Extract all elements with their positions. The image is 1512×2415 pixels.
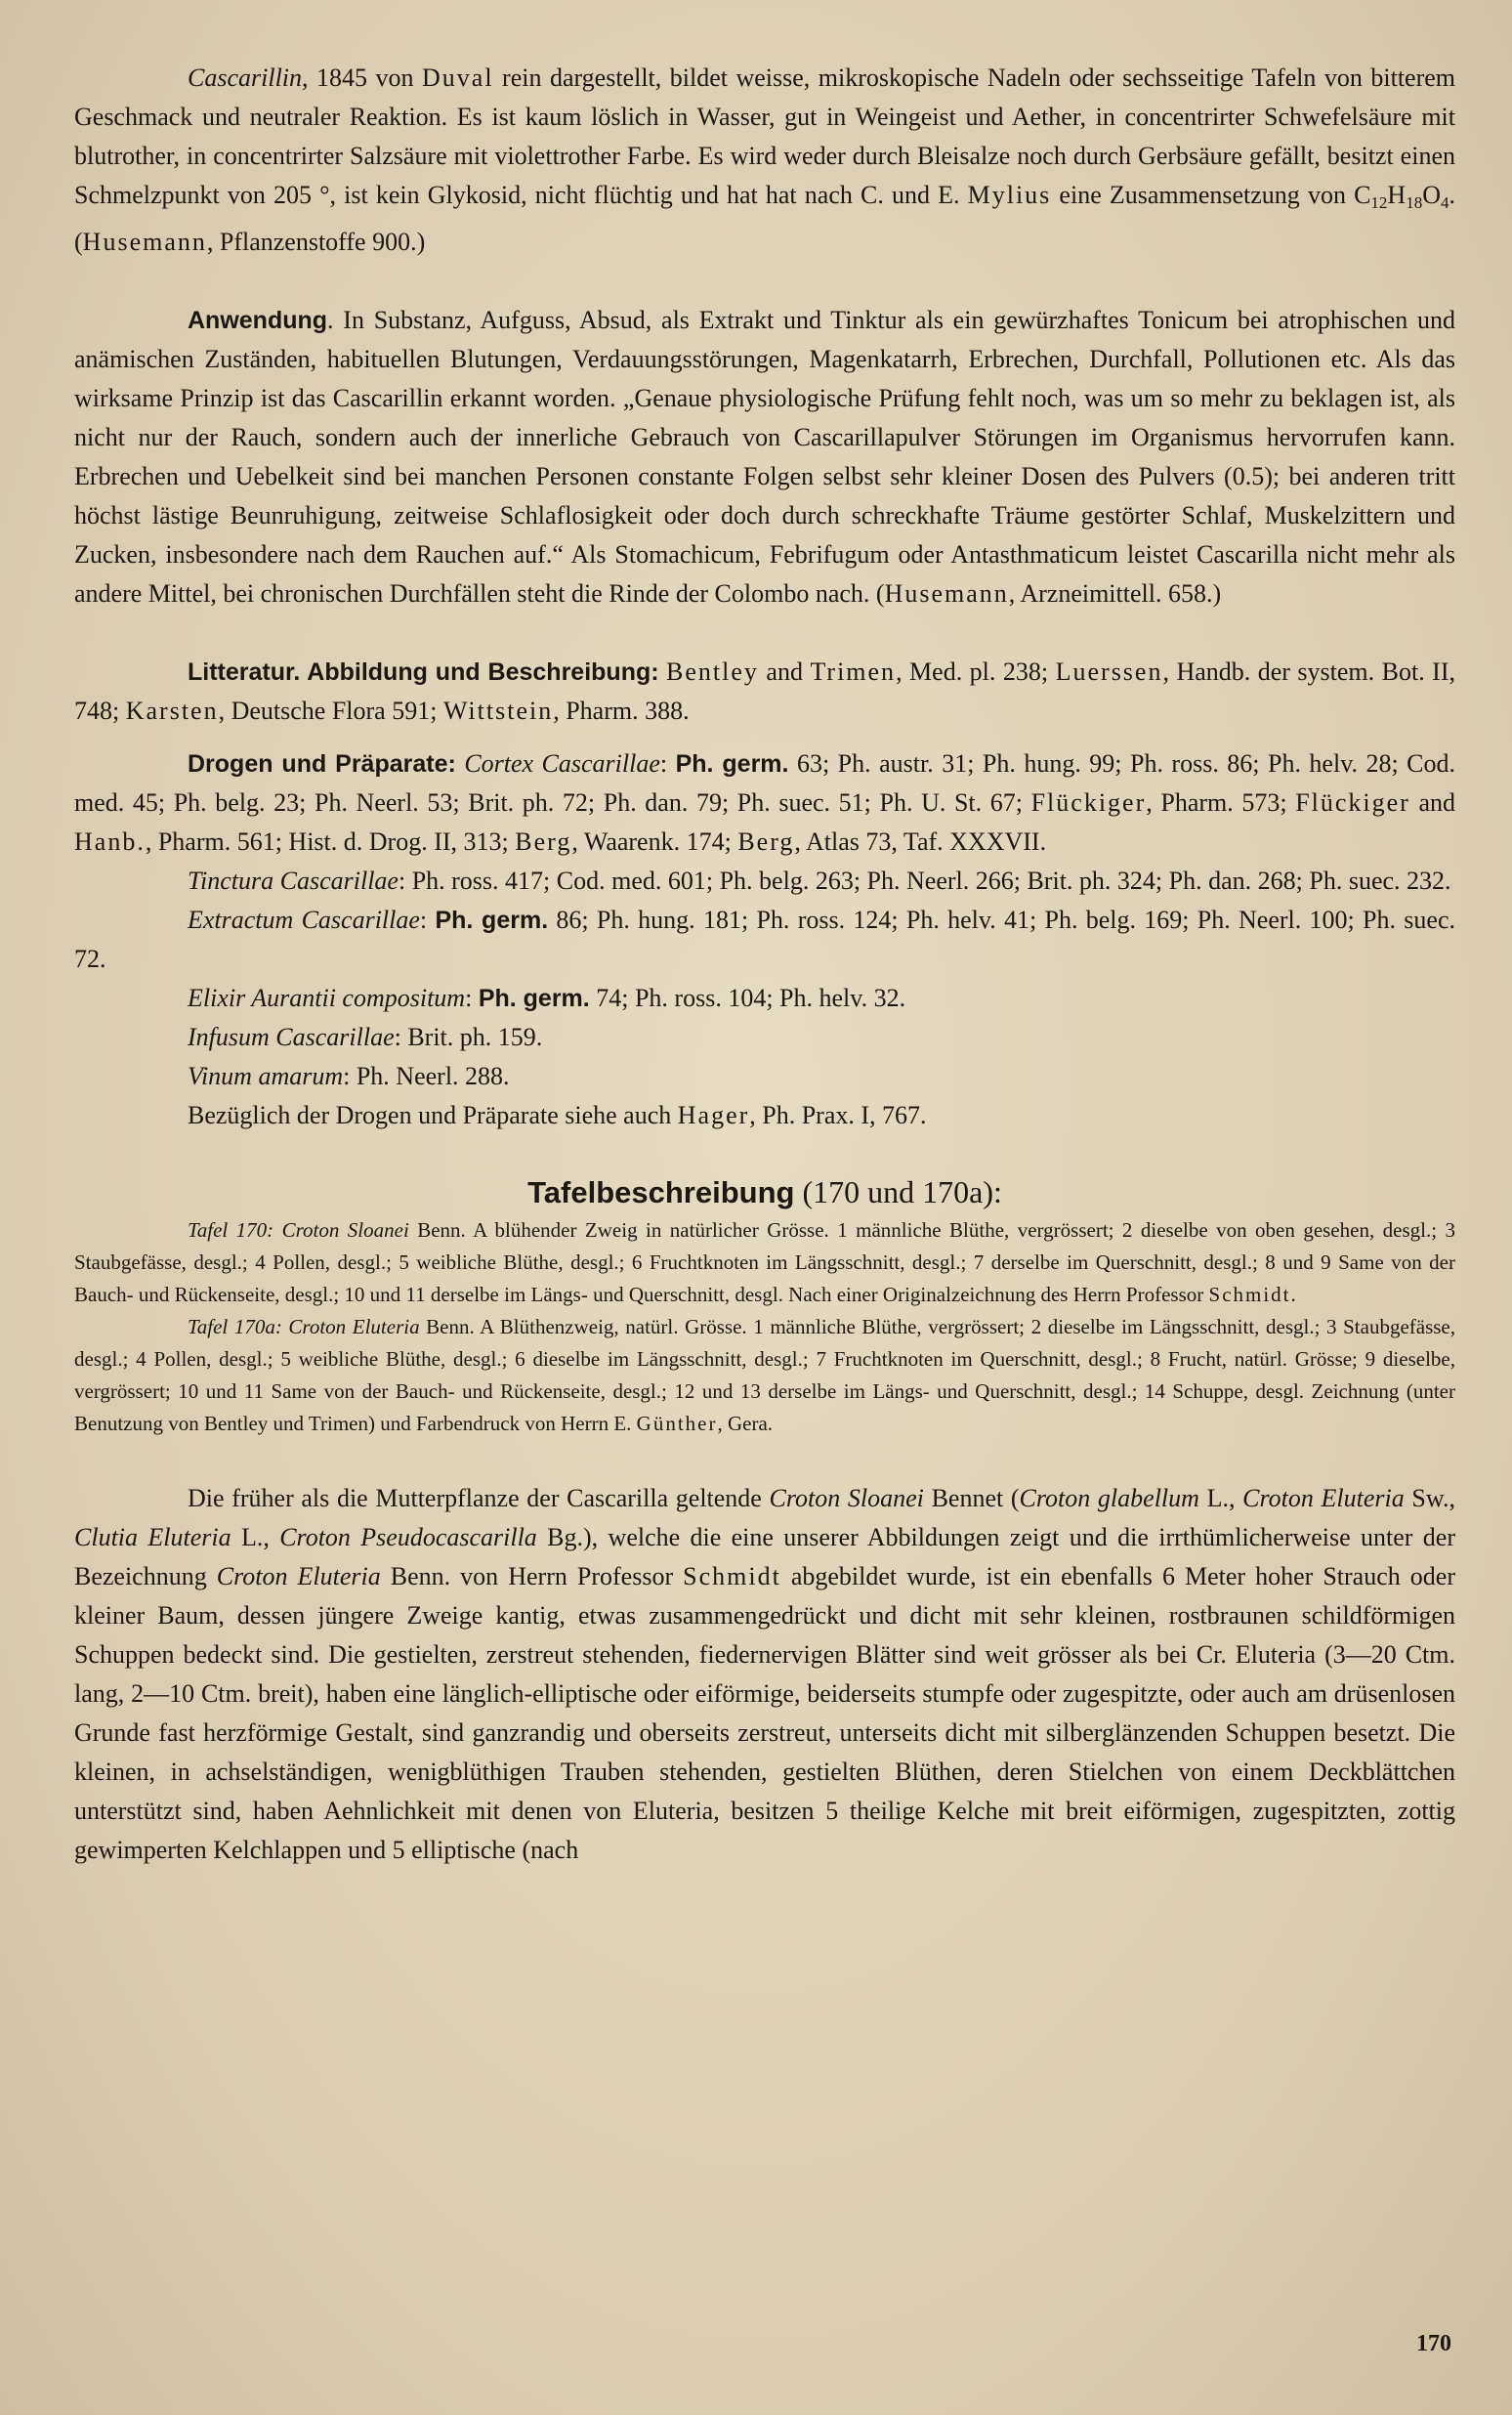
heading-title: Tafelbeschreibung	[527, 1175, 795, 1209]
text-span: , Ph. Prax. I, 767.	[749, 1101, 927, 1129]
author-name: Bentley	[666, 657, 759, 686]
paragraph-hager	[74, 1096, 1455, 1135]
author-name: Berg	[737, 827, 795, 856]
paragraph-litteratur	[74, 653, 1455, 731]
pharmacopoeia-ref: Ph. germ.	[478, 985, 590, 1012]
plate-description	[74, 1214, 1455, 1440]
drug-name: Extractum Cascarillae	[188, 906, 420, 934]
species-name: Clutia Eluteria	[74, 1523, 231, 1551]
text-span: , Pharm. 573;	[1146, 788, 1296, 817]
text-span: , Waarenk. 174;	[571, 827, 738, 856]
text-span: L.,	[231, 1523, 280, 1551]
text-span: Benn. A blühender Zweig in natürlicher Grösse. 1 männliche Blüthe, vergrössert; 2 dieselbe von oben gesehen, desgl.; 3 Staubgefässe, desgl.; 4 Pollen, desgl.; 5 weibliche Blüthe, desgl.; 6 Fruchtknoten im Längsschnitt, desgl.; 7 derselbe im Querschnitt, desgl.; 8 und 9 Same von der Bauch- und Rückenseite, desgl.; 10 und 11 derselbe im Längs- und Querschnitt, desgl. Nach einer Originalzeichnung des Herrn Professor	[74, 1218, 1455, 1306]
text-span: , Handb. der system. Bot. II, 748;	[74, 657, 1456, 725]
text-span: and	[1409, 788, 1455, 817]
author-name: Flückiger	[1295, 788, 1410, 817]
text-span: . (	[74, 181, 1455, 256]
species-name: Croton Sloanei	[769, 1484, 924, 1512]
text-span: , Deutsche Flora 591;	[218, 697, 443, 725]
author-name: Berg	[515, 827, 572, 856]
author-name: Schmidt	[683, 1562, 781, 1590]
tafel-heading	[74, 1170, 1455, 1214]
plate-170-caption	[74, 1214, 1455, 1311]
pharmacopoeia-ref: Ph. germ.	[675, 750, 789, 778]
paragraph-tinctura	[74, 862, 1455, 901]
text-span: 74; Ph. ross. 104; Ph. helv. 32.	[589, 984, 906, 1012]
formula-subscript: 18	[1406, 193, 1423, 212]
formula-subscript: 4	[1440, 193, 1449, 212]
species-name: Croton Eluteria	[216, 1562, 381, 1590]
author-name: Husemann	[82, 228, 207, 256]
text-span: : Brit. ph. 159.	[394, 1023, 543, 1051]
author-name: Wittstein	[442, 697, 554, 725]
section-heading-litteratur: Litteratur. Abbildung und Beschreibung:	[188, 658, 659, 686]
text-span: Die früher als die Mutterpflanze der Cascarilla geltende	[188, 1484, 770, 1512]
drug-name: Cortex Cascarillae	[464, 749, 660, 778]
species-name: Croton Eluteria	[1242, 1484, 1405, 1512]
paragraph-drogen	[74, 744, 1455, 862]
text-span: .	[1290, 1283, 1296, 1306]
author-name: Hanb.	[74, 827, 146, 856]
paragraph-elixir	[74, 979, 1455, 1018]
heading-subtitle: (170 und 170a):	[794, 1174, 1002, 1209]
text-span: Sw.,	[1404, 1484, 1455, 1512]
text-span: , Arzneimittell. 658.)	[1008, 579, 1222, 608]
text-span: : Ph. Neerl. 288.	[343, 1062, 510, 1090]
text-span: Bg.), welche die eine unserer Abbildungen zeigt und die irrthümlicherweise unter der Bezeichnung	[74, 1523, 1455, 1590]
text-span: , Gera.	[717, 1412, 774, 1435]
text-span: , Pharm. 388.	[553, 697, 690, 725]
text-span: . In Substanz, Aufguss, Absud, als Extrakt und Tinktur als ein gewürzhaftes Tonicum bei atrophischen und anämischen Zuständen, habituellen Blutungen, Verdauungsstörungen, Magenkatarrh, Erbrechen, Durchfall, Pollutionen etc. Als das wirksame Prinzip ist das Cascarillin erkannt worden. „Genaue physiologische Prüfung fehlt noch, was um so mehr zu beklagen ist, als nicht nur der Rauch, sondern auch der innerliche Gebrauch von Cascarillapulver Störungen im Organismus hervorrufen kann. Erbrechen und Uebelkeit sind bei manchen Personen constante Folgen selbst sehr kleiner Dosen des Pulvers (0.5); bei anderen tritt höchst lästige Beunruhigung, zeitweise Schlaflosigkeit oder doch durch schreckhafte Träume gestörter Schlaf, Muskelzittern und Zucken, insbesondere nach dem Rauchen auf.“ Als Stomachicum, Febrifugum oder Antasthmaticum leistet Cascarilla nicht mehr als andere Mittel, bei chronischen Durchfällen steht die Rinde der Colombo nach. (	[74, 306, 1455, 608]
author-name: Hager	[677, 1101, 750, 1129]
text-span: , Med. pl. 238;	[896, 657, 1056, 686]
drug-name: Elixir Aurantii compositum	[188, 984, 466, 1012]
page-number: 170	[1416, 2331, 1451, 2356]
text-span: , Pharm. 561; Hist. d. Drog. II, 313;	[145, 827, 516, 856]
species-name: Croton glabellum	[1019, 1484, 1199, 1512]
text-span: and	[758, 657, 811, 686]
text-span: , Atlas 73, Taf. XXXVII.	[794, 827, 1047, 856]
paragraph-cascarillin	[74, 59, 1455, 262]
text-span: L.,	[1198, 1484, 1243, 1512]
text-span: Benn. A Blüthenzweig, natürl. Grösse. 1 männliche Blüthe, vergrössert; 2 dieselbe im Längsschnitt, desgl.; 3 Staubgefässe, desgl.; 4 Pollen, desgl.; 5 weibliche Blüthe, desgl.; 6 dieselbe im Längsschnitt, desgl.; 7 Fruchtknoten im Querschnitt, desgl.; 8 Frucht, natürl. Grösse; 9 dieselbe, vergrössert; 10 und 11 Same von der Bauch- und Rückenseite, desgl.; 12 und 13 derselbe im Längs- und Querschnitt, desgl.; 14 Schuppe, desgl. Zeichnung (unter Benutzung von Bentley und Trimen) und Farbendruck von Herrn E.	[74, 1315, 1455, 1435]
author-name: Flückiger	[1030, 788, 1147, 817]
author-name: Trimen	[810, 657, 897, 686]
text-span	[659, 657, 666, 686]
text-span: eine Zusammensetzung von C	[1051, 181, 1371, 209]
author-name: Husemann	[884, 579, 1009, 608]
paragraph-anwendung	[74, 301, 1455, 614]
paragraph-vinum	[74, 1057, 1455, 1096]
pharmacopoeia-ref: Ph. germ.	[435, 907, 549, 934]
author-name: Günther	[636, 1412, 718, 1435]
text-span: Bezüglich der Drogen und Präparate siehe auch	[188, 1101, 678, 1129]
text-span: O	[1422, 181, 1441, 209]
plate-label: Tafel 170a: Croton Eluteria	[188, 1315, 420, 1338]
section-heading-anwendung: Anwendung	[188, 307, 328, 334]
plate-label: Tafel 170: Croton Sloanei	[188, 1218, 409, 1242]
text-span: Benn. von Herrn Professor	[380, 1562, 684, 1590]
drug-name: Vinum amarum	[188, 1062, 344, 1090]
paragraph-croton-sloanei	[74, 1479, 1455, 1870]
text-span: , Pflanzenstoffe 900.)	[206, 228, 426, 256]
author-name: Karsten	[125, 697, 219, 725]
plate-170a-caption	[74, 1311, 1455, 1440]
text-span: :	[465, 984, 479, 1012]
paragraph-infusum	[74, 1018, 1455, 1057]
text-span: 86; Ph. hung. 181; Ph. ross. 124; Ph. helv. 41; Ph. belg. 169; Ph. Neerl. 100; Ph. suec. 72.	[74, 906, 1455, 973]
text-span: : Ph. ross. 417; Cod. med. 601; Ph. belg. 263; Ph. Neerl. 266; Brit. ph. 324; Ph. dan. 268; Ph. suec. 232.	[398, 867, 1451, 895]
text-span: H	[1387, 181, 1407, 209]
text-span: Bennet (	[923, 1484, 1020, 1512]
text-span: :	[419, 906, 436, 934]
author-name: Schmidt	[1208, 1283, 1291, 1306]
text-span: rein dargestellt, bildet weisse, mikroskopische Nadeln oder sechsseitige Tafeln von bitterem Geschmack und neutraler Reaktion. Es ist kaum löslich in Wasser, gut in Weingeist und Aether, in concentrirter Schwefelsäure mit blutrother, in concentrirter Salzsäure mit violettrother Farbe. Es wird weder durch Bleisalze noch durch Gerbsäure gefällt, besitzt einen Schmelzpunkt von 205 °, ist kein Glykosid, nicht flüchtig und hat hat nach C. und E.	[74, 64, 1456, 209]
author-name: Duval	[422, 64, 494, 92]
section-heading-drogen: Drogen und Präparate:	[188, 750, 456, 778]
term-cascarillin: Cascarillin	[188, 64, 303, 92]
text-span: , 1845 von	[302, 64, 422, 92]
text-span: :	[659, 749, 676, 778]
species-name: Croton Pseudocascarilla	[279, 1523, 537, 1551]
text-span: abgebildet wurde, ist ein ebenfalls 6 Meter hoher Strauch oder kleiner Baum, dessen jüngere Zweige kantig, etwas zusammengedrückt und dicht mit sehr kleinen, rostbraunen schildförmigen Schuppen bedeckt sind. Die gestielten, zerstreut stehenden, fiedernervigen Blätter sind weit grösser als bei Cr. Eluteria (3—20 Ctm. lang, 2—10 Ctm. breit), haben eine länglich-elliptische oder eiförmige, beiderseits stumpfe oder zugespitzte, oder auch am drüsenlosen Grunde fast herzförmige Gestalt, sind ganzrandig und oberseits zerstreut, unterseits dicht mit silberglänzenden Schuppen besetzt. Die kleinen, in achselständigen, wenigblüthigen Trauben stehenden, gestielten Blüthen, deren Stielchen von einem Deckblättchen unterstützt sind, haben Aehnlichkeit mit denen von Eluteria, besitzen 5 theilige Kelche mit breit eiförmigen, zugespitzten, zottig gewimperten Kelchlappen und 5 elliptische (nach	[74, 1562, 1455, 1864]
formula-subscript: 12	[1370, 193, 1388, 212]
drug-name: Infusum Cascarillae	[188, 1023, 395, 1051]
text-span: 63; Ph. austr. 31; Ph. hung. 99; Ph. ross. 86; Ph. helv. 28; Cod. med. 45; Ph. belg. 23; Ph. Neerl. 53; Brit. ph. 72; Ph. dan. 79; Ph. suec. 51; Ph. U. St. 67;	[74, 749, 1456, 817]
author-name: Luerssen	[1055, 657, 1163, 686]
drug-name: Tinctura Cascarillae	[188, 867, 399, 895]
paragraph-extractum	[74, 901, 1455, 979]
author-name: Mylius	[967, 181, 1052, 209]
page-body	[74, 59, 1455, 1870]
